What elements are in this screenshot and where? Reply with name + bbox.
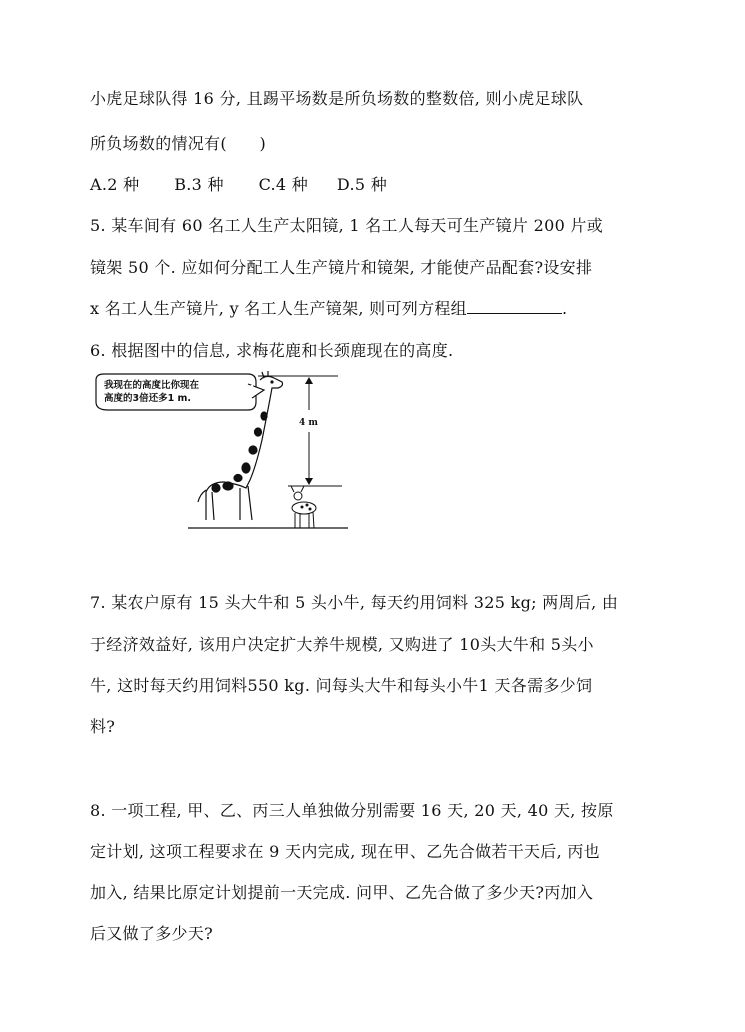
q8-line-4: 后又做了多少天? bbox=[90, 924, 213, 943]
height-difference-label: 4 m bbox=[299, 418, 318, 428]
q7-line-1: 7. 某农户原有 15 头大牛和 5 头小牛, 每天约用饲料 325 kg; 两周后, 由 bbox=[90, 593, 619, 612]
q8-line-1: 8. 一项工程, 甲、乙、丙三人单独做分别需要 16 天, 20 天, 40 天, 按原 bbox=[90, 801, 614, 820]
q8-line-2: 定计划, 这项工程要求在 9 天内完成, 现在甲、乙先合做若干天后, 丙也 bbox=[90, 842, 600, 861]
q7-line-4: 料? bbox=[90, 717, 116, 736]
q4-option-a: A.2 种 bbox=[90, 175, 140, 194]
deer-icon bbox=[291, 486, 316, 528]
q5-line-3-text: x 名工人生产镜片, y 名工人生产镜架, 则可列方程组 bbox=[90, 299, 467, 318]
q5-line-1: 5. 某车间有 60 名工人生产太阳镜, 1 名工人每天可生产镜片 200 片或 bbox=[90, 216, 604, 235]
q4-line-1: 小虎足球队得 16 分, 且踢平场数是所负场数的整数倍, 则小虎足球队 bbox=[90, 89, 584, 108]
speech-bubble-text bbox=[104, 379, 199, 405]
q5-line-3-end: . bbox=[561, 299, 568, 318]
arrow-up-icon bbox=[305, 377, 313, 384]
q4-option-b: B.3 种 bbox=[174, 175, 224, 194]
q4-option-c: C.4 种 bbox=[258, 175, 309, 194]
q4-options bbox=[90, 172, 387, 195]
arrow-down-icon bbox=[305, 478, 313, 485]
bubble-line-1: 我现在的高度比你现在 bbox=[104, 380, 200, 391]
bubble-line-2: 高度的3倍还多1 m. bbox=[104, 393, 192, 404]
answer-blank bbox=[467, 299, 562, 314]
q6-text: 6. 根据图中的信息, 求梅花鹿和长颈鹿现在的高度. bbox=[90, 341, 454, 360]
q7-line-3: 牛, 这时每天约用饲料550 kg. 问每头大牛和每头小牛1 天各需多少饲 bbox=[90, 676, 593, 695]
q7-line-2: 于经济效益好, 该用户决定扩大养牛规模, 又购进了 10头大牛和 5头小 bbox=[90, 635, 594, 654]
q8-line-3: 加入, 结果比原定计划提前一天完成. 问甲、乙先合做了多少天?丙加入 bbox=[90, 883, 594, 902]
q5-line-2: 镜架 50 个. 应如何分配工人生产镜片和镜架, 才能使产品配套?设安排 bbox=[90, 258, 593, 277]
q4-line-2: 所负场数的情况有( ) bbox=[90, 134, 267, 153]
q4-option-d: D.5 种 bbox=[336, 175, 387, 194]
q5-line-3 bbox=[90, 296, 567, 319]
